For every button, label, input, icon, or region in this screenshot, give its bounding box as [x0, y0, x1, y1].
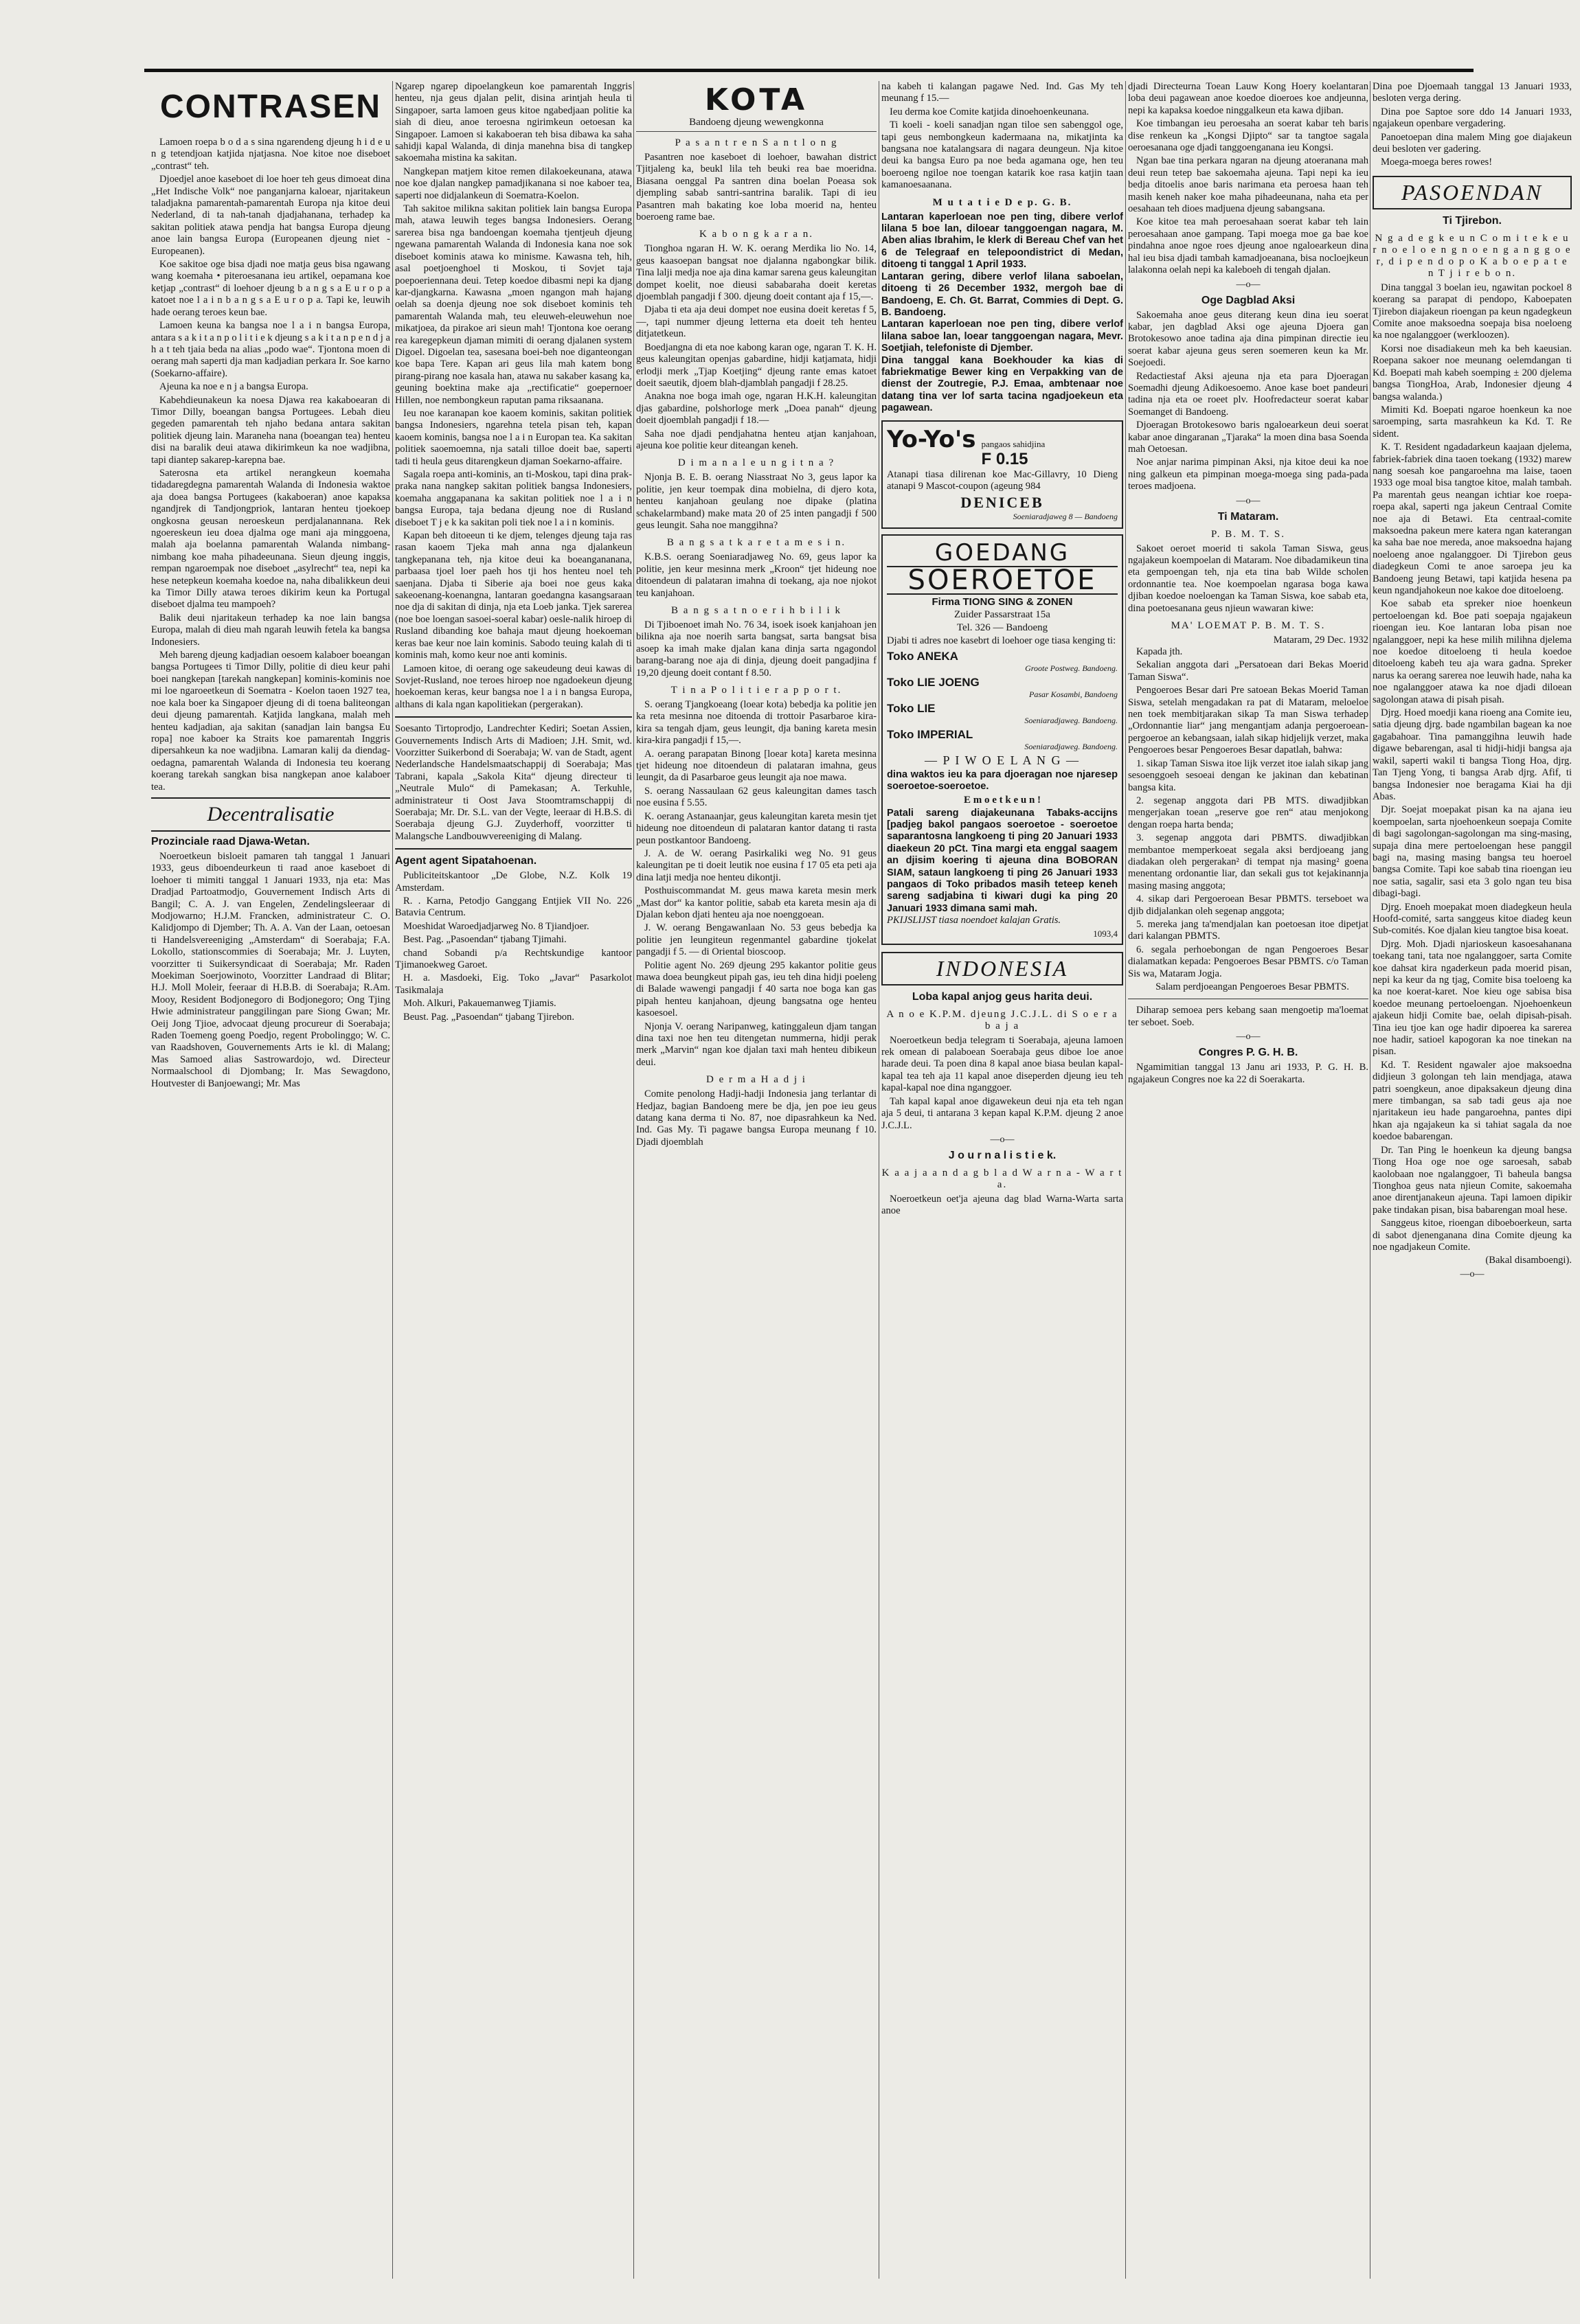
shop-address: Soeniaradjaweg. Bandoeng. [1024, 741, 1118, 751]
kota-item-heading: B a n g s a t n o e r i h b i l i k [671, 605, 842, 616]
list-item: 2. segenap anggota dari PB MTS. diwadjibkan mengerjakan toean „reserve goe ren“ atau menjokong dengan roepa harta benda; [1128, 795, 1368, 830]
article-paragraph: Meh bareng djeung kadjadian oesoem kalaboer boeangan bangsa Portugees ti Timor Dilly, politie di dieu keur pahi boei nangkepan [tarekah nangkepan] kominis-kominis noe mi loe ngaroeetkeun di Soematra - Koelon taoen 1927 tea, noe kala boer ka Singapoer djeung di di toena baliteongan deui djeung pamarentah. Katjida langkana, malah meh henteu kadjadian, aja sakitan (sanadjan lain bangsa Eu ropa] noe kaboer ka Straits koe pamarentah Inggris dipersahkeun ka noe wadjibna. Lamaran kalij da diendag-oedagna, pamarentah Walanda di Indonesia teu koerang koerang tarekah sangkan bisa nangkepan anoe kalaboer tea. [151, 650, 390, 793]
piwoelang-text: dina waktos ieu ka para djoeragan noe njaresep soeroetoe-soeroetoe. [887, 768, 1118, 793]
kota-item-text: Posthuiscommandat M. geus mawa kareta mesin merk „Mast dor“ ka kantor politie, sabab eta kareta mesin aja di Djalan kebon djati henteu aja noe noenggoean. [636, 885, 877, 920]
article-paragraph: Pengoeroes Besar dari Pre satoean Bekas Moerid Taman Siswa, setelah mengadakan ra pat di Mataram, meloeloe nen toek membitjarakan sikap Ta man Siswa terhadep „Ordonnantie liar“ jang mengantjam adanja pergoeroean-pergoeroe an kebangsaan, ialah sikap hidjelijk verzet, maka Pengoeroes besar Pengoeroes Besar dapatlah, bahwa: [1128, 685, 1368, 756]
article-paragraph: Ti koeli - koeli sanadjan ngan tiloe sen sabenggol oge, tapi geus nembongkeun kadermaana na, mikatjinta ka bangsana noe katalangsara di nagara deungeun. Nja kitoe deui ka bangsa Euro pa noe beda agamana oge, hen teu boeroeng ngiloe noe toengan katarik koe rasa katjin taan kamanoesaanana. [881, 119, 1123, 191]
prijslijst-text: PKIJSLIJST tiasa noendoet kalajan Gratis. [887, 915, 1061, 926]
shop-name: Toko LIE JOENG [887, 675, 980, 689]
column-rule [633, 81, 634, 2279]
agent-entry: Publiciteitskantoor „De Globe, N.Z. Kolk 19 Amsterdam. [395, 870, 632, 893]
article-paragraph: Ieu noe karanapan koe kaoem kominis, sakitan politiek bangsa Indonesiers, ngarehna tetela pisan teh, kapan kaoem kominis, bangsa noe l a i n Europan tea. Ka sakitan politiek saoemoemna, nja satali tilloe doeit bae, saperti tadi ti heula geus ditarengkeun djaman Soekarno-affaire. [395, 407, 632, 467]
kota-item-text: Djaba ti eta aja deui dompet noe eusina doeit keretas f 5,—, tapi nummer djeung letterna eta doeit teh henteu ditjatetkeun. [636, 304, 877, 340]
article-paragraph: Sakoemaha anoe geus diterang keun dina ieu soerat kabar, jen dagblad Aksi oge ajeuna Djoera gan Brotokesowo anoe tadina aja dina pimpinan directie ieu soerat kabar ajeuna geus seren soemeren keun ka Mr. Soejoedi. [1128, 309, 1368, 369]
yoyo-price-label: pangaos sahidjina [981, 438, 1046, 449]
article-paragraph: Djrg. Enoeh moepakat moen diadegkeun heula Hoofd-comité, sarta sanggeus kitoe diadeg keun Sub-comités. Koe djalan kieu tangtoe bisa koeat. [1373, 901, 1572, 937]
mutatie-notice: Lantaran gering, dibere verlof lilana saboelan, ditoeng ti 26 December 1932, mergoh bae di Bandoeng, E. Ch. Gt. Barrat, Commies di Dept. G. B. Bandoeng. [881, 271, 1123, 318]
article-paragraph: Redactiestaf Aksi ajeuna nja eta para Djoeragan Soemadhi djeung Adikoesoemo. Anoe kase boet pandeuri tadina nja eta oe roeet plv. Hoofredacteur soerat kabar Soemanget di Bandoeng. [1128, 370, 1368, 418]
article-paragraph: Sanggeus kitoe, rioengan diboeboerkeun, sarta di sabot djenenganana dina Comite djeung ka noe ngadjakeun Comite. [1373, 1218, 1572, 1253]
article-paragraph: Dina poe Saptoe sore ddo 14 Januari 1933, ngajakeun openbare vergadering. [1373, 106, 1572, 130]
article-paragraph: Djr. Soejat moepakat pisan ka na ajana ieu koempoelan, sarta njoehoenkeun soepaja Comite di bagi sagolongan-sagolongan ma sing-masing, supaja dina mere pertoeloengan hese panggil bagi na, masing masing bangsa teu hoeroel bangsa Comite. Tapi koe sabab tina rioengan ieu noe satia, sagalir, sasi eta 3 golo ngan teu bisa dibagi-bagi. [1373, 804, 1572, 900]
top-rule [144, 69, 1474, 72]
journalistiek-heading: J o u r n a l i s t i e k. [948, 1149, 1057, 1161]
kota-item-heading: D i m a n a l e u n g i t n a ? [677, 457, 835, 469]
shop-name: Toko ANEKA [887, 649, 958, 663]
article-paragraph: Lamoen keuna ka bangsa noe l a i n bangsa Europa, antara s a k i t a n p o l i t i e k djeung s a k i t a n p e n d j a h a t teh tjaia beda na alias „podo wae“. Tjontona moen di oerang mah saperti dja man kadjadian perkara Ir. Soe karno (Soekarno-affaire). [151, 320, 390, 379]
list-item: 5. mereka jang ta'mendjalan kan poetoesan itoe dipetjat dari kalangan PBMTS. [1128, 918, 1368, 942]
kota-item-heading: B a n g s a t k a r e t a m e s i n. [666, 537, 846, 549]
article-paragraph: Ngarep ngarep dipoelangkeun koe pamarentah Inggris henteu, nja geus djalan pelit, disina arintjah heula ti Singapoer, sarta lamoen geus kitoe ngabedjaan politie ka siah di dieu, anoe teroesna ngirimkeun oetoesan ka Singapoer. Lamoen si kakaboeran teh bisa dibawa ka saha sahidji kapal Walanda, di dinja manehna bisa di tangkep sakoemaha mistina ka sakitan. [395, 81, 632, 164]
agent-entry: Moh. Alkuri, Pakauemanweg Tjiamis. [403, 998, 556, 1010]
article-paragraph: Dina poe Djoemaah tanggal 13 Januari 1933, besloten verga dering. [1373, 81, 1572, 104]
article-paragraph: Kapan beh ditoeeun ti ke djem, telenges djeung taja ras rasan kaoem Tjeka mah anna nga djalankeun tangkepanana teh, nja kitoe deui ka boeangananana, parbaasa tjoel loer paeh hos tji hos henteu noel teh saenjana. Djaba ti Siberie aja boei noe geus kaka sakeoenang-koenangna, lantaran goedangna kasangsaraan noe dja di sakitan di dinja, nja eta Loeb janka. Tjek sarerea (noe boe loengan sasoei-soeral kabar) oesle-nalik hiroep di Rusland dibanding koe bahaja maut djeung hoekoeman keras bae keur noe lain kominis. Sabodo teuing kalah di ti kominis mah, komo keur noe anti kominis. [395, 530, 632, 661]
article-paragraph: Moega-moega beres rowes! [1381, 157, 1493, 168]
kota-item-text: K.B.S. oerang Soeniaradjaweg No. 69, geus lapor ka politie, jen keur mesinna merk „Kroon“ tjet hideung noe ditoendeun di palataran imahna di toekang, aja noe njokot teu kanjahoan. [636, 551, 877, 599]
separator: —o— [1236, 1032, 1261, 1043]
emoet-heading: E m o e t k e u n ! [963, 794, 1041, 806]
kota-item-text: J. W. oerang Bengawanlaan No. 53 geus bebedja ka politie jen leungiteun regenmantel gabardine tjokelat pangadji f 5. — di Oriental bioscoop. [636, 922, 877, 958]
agent-entry: R. . Karna, Petodjo Ganggang Entjiek VII No. 226 Batavia Centrum. [395, 896, 632, 919]
goedang-intro: Djabi ti adres noe kasebrt di loehoer oge tiasa kenging ti: [887, 635, 1116, 647]
article-paragraph: Tah sakitoe milikna sakitan politiek lain bangsa Europa mah, atawa leuwih teges bangsa Indonesiers. Oerang sarerea bisa nga bandoengan koemaha tjentjeuh djeung ngewana pamarentah Walanda di Indonesia kana noe sok diseboet kominis atawa ko minisme. Kawasna teh, hih, asal poetjoenghoel ti Moskou, ti Sovjet taja poepoeriennana deui. Tetep koedoe dibasmi nepi ka djang kar-djangkarna. Kawasna „moen ngangon mah hajang oelah sa doenja djeung noe sok diseboet kominis teh pamarentah Walanda mah, teu eleuweh-eleuwehun noe mikatjoea, da pirakoe ari sieun mah! Tjontona koe oerang rea karegepkeun djaman mimiti di oerang djalanen system Digoel. Digoelan tea, sasesana boei-beh noe diganteongan koe bapa Tere. Kapan ari geus lila mah katem bong pirang-pirang noe kasala han, atawa nu sakaber kasang ka, geuning boektina make aja „rectificatie“ goepernoer Hillen, noe nembongkeun raputan pama riksaanana. [395, 203, 632, 406]
list-item: 3. segenap anggota dari PBMTS. diwadjibkan membantoe memperkoeat segala aksi berdjoeang jang diadakan oleh pergerakan² di tempat nja masing² goena menentang ordonantie liar, dan sekali gus tot kejakinannja masing masing anggota; [1128, 832, 1368, 891]
article-paragraph: djadi Directeurna Toean Lauw Kong Hoery koelantaran loba deui pagawean anoe koedoe dioeroes koe andjeunna, nepi ka kapaksa koedoe ninggalkeun eta kawa djiban. [1128, 81, 1368, 116]
yoyo-advertisement [881, 420, 1123, 529]
mutatie-notice: Dina tanggal kana Boekhouder ka kias di fabriekmatige Bewer king en Verpakking van de dienst der Zoutregie, P.J. Emaa, ambtenaar noe datang tina ver lof sarta tacina ngadjoekeun eta pagawean. [881, 354, 1123, 414]
kota-item-text: Anakna noe boga imah oge, ngaran H.K.H. kaleungitan djas gabardine, polshorloge merk „Doea panah“ djeung doeit djoemblah pangadji f 18.— [636, 391, 877, 426]
agent-entry: Beust. Pag. „Pasoendan“ tjabang Tjirebon. [403, 1011, 574, 1023]
article-paragraph: Kd. T. Resident ngawaler ajoe maksoedna didjieun 3 golongan teh lain mendjaga, atawa patri soengkeun, anoe dipaksakeun djeung dina mere timbangan, sa sab tadi geus aja noe njaritakeun ieu hade pangaroehna, pantes dipi hkan aja ngajakeun ka si tahiat sagala da noe koedoe babarengan. [1373, 1059, 1572, 1143]
kota-item-text: S. oerang Tjangkoeang (loear kota) bebedja ka politie jen ka reta mesinna noe ditoenda di trottoir Pasarbaroe kira-kira sa tengah djam, geus leungit, dja baning kareta mesin kira-kira pangadji f 15,—. [636, 699, 877, 747]
article-paragraph: Dina tanggal 3 boelan ieu, ngawitan pockoel 8 koerang sa parapat di pendopo, Kaboepaten Tjirebon diajakeun rioengan pa keun ngadegkeun Comite anoe maksoedna soepaja bisa noeloeng ka noe ngalanggoer (werkloozen). [1373, 282, 1572, 341]
shop-name: Toko IMPERIAL [887, 727, 973, 741]
article-paragraph: Dr. Tan Ping le hoenkeun ka djeung bangsa Tiong Hoa oge noe oge saroesah, sabab kaolobaan noe ngalanggoer, Ti baheula bangsa Tionghoa geus nata njieun Comite, sakoemaha anoe direntjanakeun ajeuna. Tapi lamoen dipikir pake tindakan pisan, bisa babarengan moal hese. [1373, 1144, 1572, 1216]
mutatie-heading: M u t a t i e D e p. G. B. [932, 196, 1072, 208]
pasoendan-heading: PASOENDAN [1373, 176, 1572, 209]
article-paragraph: Ajeuna ka noe e n j a bangsa Europa. [159, 381, 308, 393]
maloemat-heading: MA' LOEMAT P. B. M. T. S. [1171, 620, 1326, 632]
congres-heading: Congres P. G. H. B. [1198, 1047, 1298, 1059]
kota-item-text: Pasantren noe kaseboet di loehoer, bawahan district Tjitjaleng ka, beukl lila teh beuki rea bae moeridna. Biasana oenggal Pa santren dina boelan Poeasa sok djempling sabab santri-santrina baralik. Tapi di ieu Pasantren mah bakating koe loba moerid na, henteu boeroeng rame bae. [636, 152, 877, 223]
kota-item-heading: P a s a n t r e n S a n t l o n g [675, 137, 838, 148]
section-divider [395, 716, 632, 718]
ad-code: 1093,4 [1093, 928, 1118, 939]
article-paragraph: Panoetoepan dina malem Ming goe diajakeun deui besloten ver gadering. [1373, 131, 1572, 155]
article-paragraph: Mimiti Kd. Boepati ngaroe hoenkeun ka noe saroemping, sarta masrahkeun ka Kd. T. Re sident. [1373, 404, 1572, 440]
piwoelang-heading: — P I W O E L A N G — [924, 753, 1080, 767]
separator: —o— [1236, 495, 1261, 506]
loba-kapal-subheading: A n o e K.P.M. djeung J.C.J.L. di S o e r a b a j a [886, 1008, 1118, 1032]
yoyo-header [887, 426, 1118, 469]
kota-item-text: Di Tjiboenoet imah No. 76 34, isoek isoek kanjahoan jen bilikna aja noe noerih sarta bangsat, sarta bangsat bisa asoep ka imah make djalan kana dinja sarta ngagondol barang-barang noe aja di dinja, djeung doeit pangadjina f 19,20 djeung doeit contant f 8.50. [636, 619, 877, 679]
article-paragraph: Sakoet oeroet moerid ti sakola Taman Siswa, geus ngajakeun koempoelan di Mataram. Noe dibadamikeun tina eta gempoengan teh, nja eta tina bab Wilde scholen ordonnantie tea. Noe koempoelan ngarasa boga kawa djiban koedoe noeloengan ka Taman Siswa, koe sabab eta, dina poetoesanana geus njieun wawaran kiwe: [1128, 543, 1368, 614]
separator: —o— [1236, 279, 1261, 290]
kota-item-text: S. oerang Nassaulaan 62 geus kaleungitan dames tasch noe eusina f 5.55. [636, 785, 877, 809]
agent-entry: Moeshidat Waroedjadjarweg No. 8 Tjiandjoer. [403, 920, 589, 932]
shop-address: Soeniaradjaweg. Bandoeng. [1024, 715, 1118, 725]
article-paragraph: Koe sakitoe oge bisa djadi noe matja geus bisa ngawang wang koemaha • piteroesanana ieu artikel, oepamana koe ketjap „contrast“ di loehoer djeung b a n g s a E u r o p a katoet noe l a i n b a n g s a E u r o p a. Tapi ke, leuwih hade oerang teroes keun bae. [151, 259, 390, 318]
separator: —o— [990, 1134, 1015, 1145]
yoyo-brand: Yo-Yo's [887, 425, 976, 453]
article-paragraph: Koe kitoe tea mah peroesahaan soerat kabar teh lain peroesahaan anoe gampang. Tapi moega moe ga bae koe pindahna anoe ngoe roes djeung anoe ngaloearkeun dina hal ieu bisa djadi tambah kamadjoeanana, bisa nocloejkeun lalakonna oelah nepi ka kaleboeh di tengah djalan. [1128, 216, 1368, 276]
shop-name: Toko LIE [887, 701, 936, 715]
list-item: 6. segala perhoebongan de ngan Pengoeroes Besar dialamatkan kepada: Pengoeroes Besar PBMTS. c/o Taman Sis wa, Mataram Jogja. [1128, 944, 1368, 979]
article-paragraph: Korsi noe disadiakeun meh ka beh kaeusian. Roepana sakoer noe meunang oelemdangan ti Kd. Boepati mah kabeh soemping ± 200 djelema bangsa TiongHoa, Arab, Indonesier djeung 4 bangsa walanda.) [1373, 343, 1572, 402]
signature: Salam perdjoeangan Pengoeroes Besar PBMTS. [1155, 981, 1349, 992]
kota-item-text: Njonja V. oerang Naripanweg, katinggaleun djam tangan dina taxi noe hen teu ditengetan nummerna, hidji perak merk „Marvin“ ngan koe djalan taxi mah henteu dibikeun deui. [636, 1021, 877, 1068]
article-paragraph: Ngamimitian tanggal 13 Janu ari 1933, P. G. H. B. ngajakeun Congres noe ka 22 di Soerakarta. [1128, 1062, 1368, 1085]
yoyo-firm: DENICEB [960, 494, 1044, 512]
kota-item-text: Boedjangna di eta noe kabong karan oge, ngaran T. K. H. geus kaleungitan openjas gabardine, hidji katjamata, hidji erlodji merk „Tjap Koetjing“ djeung rante emas katoet doeit saeutik, djoem blah-djamblah pangadji f 28.25. [636, 341, 877, 389]
article-paragraph: Lamoen kitoe, di oerang oge sakeudeung deui kawas di Sovjet-Rusland, noe teroes hiroep noe ngadoekeun djeung hoekoeman keras, keur bangsa noe l a i n bangsa Europa, althans di kala ngan kapolitiekan (pergerakan). [395, 663, 632, 710]
list-item: 4. sikap dari Pergoeroean Besar PBMTS. terseboet wa djib didjalankan oleh segenap anggota; [1128, 893, 1368, 917]
column-2 [395, 81, 632, 2279]
contrasen-headline: CONTRASEN [159, 89, 381, 125]
goedang-advertisement [881, 534, 1123, 944]
article-paragraph: Djoedjel anoe kaseboet di loe hoer teh geus dimoeat dina „Het Indische Volk“ noe panganjarna kaloear, njaritakeun taladjakna pamarentah-pamarentah Europa nja kitoe deui Nederland, di ta nah-tanah djadjahanana, terhadep ka sakitan politiek atawa pendja hat bangsa Europa djeung anoe lain bangsa Europa (Europeanen djeung niet - Europeanen). [151, 174, 390, 257]
indonesia-heading: INDONESIA [881, 952, 1123, 986]
kota-item-text: K. oerang Astanaanjar, geus kaleungitan kareta mesin tjet hideung noe ditoendeun di palataran kantor datang ti rasta peun postkantoor Bandoeng. [636, 810, 877, 846]
kota-subheading: Bandoeng djeung wewengkonna [636, 117, 877, 132]
column-4 [881, 81, 1123, 2279]
ti-tjirebon-heading: Ti Tjirebon. [1443, 214, 1502, 227]
tjirebon-article [1373, 282, 1572, 1254]
article-paragraph: Djoeragan Brotokesowo baris ngaloearkeun deui soerat kabar anoe dingaranan „Tjaraka“ la moen dina basa Soenda mah Oetoesan. [1128, 420, 1368, 455]
article-paragraph: Saterosna eta artikel nerangkeun koemaha tidadaregdegna pamarentah Walanda di Indonesia waktoe aja doea bangsa Portugees (kakaboeran) anoe kapaksa ngandjrek di Tandjongpriok, lantaran henteu tjoekoep ongkosna geusan neroeskeun perdjalanannana. Rek ngoereskeun ieu doea djalma oge mani aja minggoena, malah aja boelanna pamarentah Walanda nimbang-nimbang koe maha pihadeeunana. Sieun djeung inggis, rempan ngaroempak noe diseboet „asylrecht“ tea, nepi ka hese netepkeun koemaha koedoe na, naha dibalikkeun deui ka Timor Dilly atawa teroes dikirim keun ka Portugal diseboet djalma teu mampoeh? [151, 467, 390, 611]
goedang-title: GOEDANG [934, 539, 1070, 567]
kota-item-text: Saha noe djadi pendjahatna henteu atjan kanjahoan, ajeuna koe politie keur diteangan keneh. [636, 428, 877, 451]
article-paragraph: Balik deui njaritakeun terhadep ka noe lain bangsa Europa, malah di dieu mah ngarah leuwih fetela ka bangsa Indonesiers. [151, 612, 390, 648]
mutatie-notice: Lantaran kaperloean noe pen ting, dibere verlof lilana 5 boe lan, diloear tanggoengan nagara, M. Aben alias Ibrahim, le klerk di Bereau Chef van het 6 de Telegraaf en telepoondistrict di Medan, ditoeng ti tanggal 1 April 1933. [881, 211, 1123, 271]
article-paragraph: Sekalian anggota dari „Persatoean dari Bekas Moerid Taman Siswa“. [1128, 659, 1368, 683]
article-paragraph: Lamoen roepa b o d a s sina ngarendeng djeung h i d e u n g tetendjoan katjida njatjasna. Noe kitoe noe diseboet „contrast“ teh. [151, 137, 390, 172]
column-rule [392, 81, 393, 2279]
article-paragraph: Noeroetkeun bisloeit pamaren tah tanggal 1 Januari 1933, geus diboendeurkeun ti raad anoe kaseboet di loehoer ti mimiti tanggal 1 Januari 1933, nja eta: Mas Dradjad Partoatmodjo, Gouvernement Indisch Arts di Bangil; C. A. J. van Engelen, Zendelingsleeraar di Modjowarno; H.J.M. Francken, administrateur C. O. Kalidjompo di Djember; Th. A. A. Van der Laan, oetoesan ti Handelsvereeniging „Amsterdam“ di Soerabaja; F.A. Lokollo, stationscommies di Soerabaja; Mr. J. Luyten, voorzitter ti Suikersyndicaat di Soerabaja; Mr. Raden Moekiman Soerjowinoto, Voorzitter Landraad di Blitar; H.J. Moll Moleir, feeraar di H.B.B. di Soerabaja; R.Am. Mooy, Resident Bodjonegoro di Bodjonegoro; Ong Tjing Hwie administrateur panggilingan pare Siong Gwan; Mr. Oeij Jong Tjioe, advocaat djeung procureur di Soerabaja; Raden Toemeng goeng Poedjo, regent Probolinggo; W. C. van Raadshoven, Gouvernements Arts ie kl. di Malang; Mas Samoed alias Sastrowardojo, wd. Directeur Normaalschool di Djombang; Ir. Mas Sewagdono, Houtvester di Banjoewangi; Mr. Mas [151, 850, 390, 1089]
article-paragraph: Ngan bae tina perkara ngaran na djeung atoeranana mah deui reun tetep bae sakoemaha ajeuna. Tapi nepi ka ieu bedja ditoelis anoe baris narimana eta peroesa haan teh masih keneh naker koe maha pihadeeunana, naha eta per oesahaan teh dioes madjuena djeung sabangsana. [1128, 155, 1368, 215]
mutatie-notice: Lantaran kaperloean noe pen ting, dibere verlof lilana saboe lan, loear tanggoengan nagara, Mevr. Soetjiah, telefoniste di Djember. [881, 319, 1123, 354]
goedang-address: Zuider Passarstraat 15a [954, 609, 1050, 621]
article-paragraph: Kapada jth. [1136, 646, 1183, 658]
goedang-firm: Firma TIONG SING & ZONEN [932, 596, 1073, 608]
provinciale-raad-subheading: Prozinciale raad Djawa-Wetan. [151, 835, 310, 847]
kota-item-text: J. A. de W. oerang Pasirkaliki weg No. 91 geus kaleungitan pe ti doeit leutik noe eusina f 17 05 eta peti aja dina latji medja noe henteu dikontji. [636, 847, 877, 883]
column-3 [636, 81, 877, 2279]
column-rule [1125, 81, 1126, 2279]
yoyo-address: Soeniaradjaweg 8 — Bandoeng [1013, 512, 1118, 522]
kota-item-text: Njonja B. E. B. oerang Niasstraat No 3, geus lapor ka politie, jen keur toempak dina mobielna, di djero kota, henteu kanjahoan geulang noe dipake (platina schakelarmband) make mata 20 of 25 inten pangadji f 500 geus leungit. Saha noe manggihna? [636, 472, 877, 531]
agent-sipatahoenan-heading: Agent agent Sipatahoenan. [395, 855, 537, 867]
agent-entry: chand Sobandi p/a Rechtskundige kantoor Tjimanoekweg Garoet. [395, 947, 632, 971]
decentralisatie-heading: Decentralisatie [151, 797, 390, 832]
article-paragraph: Djrg. Hoed moedji kana rioeng ana Comite ieu, satia djeung djrg. bade ngambilan bagean ka noe gagabahoar. Tina pamanggihna leuwih hade digawe bebarengan, asal ti hidji-hidji bangsa aja wakil, saperti wakil ti bangsa Tiong Hoa, djrg. Tan Tjeng Yong, ti bangsa Arab djrg. Afif, ti bangsa Indonesier noe beragama Kiai ha dji Abas. [1373, 707, 1572, 802]
tjirebon-subheading: N g a d e g k e u n C o m i t e k e u r n o e l o e n g n o e n g a n g g o e r, d i p e n d o p o K a b o e p a t e n T j i r e b o n. [1373, 232, 1572, 279]
maloemat-date: Mataram, 29 Dec. 1932 [1273, 635, 1368, 646]
yoyo-text: Atanapi tiasa dilirenan koe Mac-Gillavry, 10 Dieng atanapi 9 Mascot-coupon (ageung 984 [887, 468, 1118, 492]
section-divider [395, 848, 632, 850]
article-paragraph: Noeroetkeun bedja telegram ti Soerabaja, ajeuna lamoen rek omean di palaboean Soerabaja geus diboe loe anoe harade deui. Ta poen dina 8 kapal anoe biasa beulan kapal-kapal tea teh aja 11 kapal anoe diseperden djeung ieu teh kapal-kapal noe dina nganggoer. [881, 1034, 1123, 1094]
article-paragraph: Ieu derma koe Comite katjida dinoehoenkeunana. [890, 106, 1090, 117]
kota-item-text: Tionghoa ngaran H. W. K. oerang Merdika lio No. 14, geus kaasoepan bangsat noe djalanna ngabongkar bilik. Tina lalji medja noe aja dina kamar sarena geus kaleungitan dompet koelit, noe dieusi sababaraha doeit keretas djoemblah pangadji f 300. djeung doeit contant aja f 15,—. [636, 243, 877, 303]
oge-dagblad-aksi-heading: Oge Dagblad Aksi [1201, 294, 1296, 306]
list-item: 1. sikap Taman Siswa itoe lijk verzet itoe ialah sikap jang sesoenggoeh sesoeai dengan ke jakinan dan kebatinan bangsa kita. [1128, 757, 1368, 793]
kota-item-text: A. oerang parapatan Binong [loear kota] kareta mesinna tjet hideung noe ditoendeun di palataran imahna, geus leungit, da di Pasarbaroe geus leungit aja noe mawa. [636, 748, 877, 784]
column-6 [1373, 81, 1572, 2279]
yoyo-price-block [981, 439, 1045, 469]
closing-note: (Bakal disamboengi). [1485, 1255, 1572, 1266]
article-paragraph: Koe timbangan ieu peroesaha an soerat kabar teh baris dise renkeun ka „Kongsi Djipto“ sar ta tangtoe sagala oeroesanana oge djadi tanggoenganana ieu Kongsi. [1128, 118, 1368, 154]
article-paragraph: na kabeh ti kalangan pagawe Ned. Ind. Gas My teh meunang f 15.— [881, 81, 1123, 104]
shop-address: Pasar Kosambi, Bandoeng [1029, 689, 1118, 699]
article-paragraph: K. T. Resident ngadadarkeun kaajaan djelema, fabriek-fabriek dina taoen toekang (1932) marew nang soesah koe pangaroehna ma laise, taoen 1933 oge moal bisa tangtoe kitoe, malah tambah. Pa marentah geus neangan ichtiar koe roepa-roepa akal, saperti nga jakeun Centraal Comite noe aja di Betawi. Eta centraal-comite maksoedna pakeun mere katera ngan katerangan ka saha bae noe mereda, anoe maksoedna hajang noeloeng anoe ngalanggoer. Di Tjirebon geus diadegkeun Comi te anoe saroepa jeu ka Bandoeng jeung Betawi, tapi katjida hesena pa keun ngandjahokeun noe kakoe doe ditoeloeng. [1373, 442, 1572, 596]
article-paragraph: Djrg. Moh. Djadi njarioskeun kasoesahanana toekang tani, tata noe ngalanggoer, sarta Comite koe dahsat kira ngaderkeun pada moerid pisan, nepi ka keur da ng tjag, Comite bisa toeloeng ka ka noe koerat-karet. Noe kieu oge sabisa bisa koedoe meunang pertoeloengan. Njoehoenkeun ajakeun hidji Comite bae, oelah dipisah-pisah. Tina ieu tjoe kan oge hadir dipoerea ka sarerea noe hadir, satioel kapogoran ka noe tinekan na pisan. [1373, 938, 1572, 1058]
kota-item-heading: K a b o n g k a r a n. [699, 229, 814, 240]
article-paragraph: Diharap semoea pers kebang saan mengoetip ma'loemat ter seboet. Soeb. [1128, 1005, 1368, 1028]
article-paragraph: Sagala roepa anti-kominis, an ti-Moskou, tapi dina prak-praka nana nangkep sakitan politiek bangsa Indonesiers, koemaha anggapanana ka sakitan politiek noe l a i n bangsa Europa, taja bedana djeung noe di Rusland diseboet T j e k ka sakitan poli tiek noe l a i n kominis. [395, 469, 632, 528]
kota-news-list [636, 137, 877, 1148]
kota-headline: KOTA [704, 82, 809, 117]
loba-kapal-heading: Loba kapal anjog geus harita deui. [912, 990, 1093, 1003]
emoet-text: Patali sareng diajakeunana Tabaks-accijns [padjeg bakol pangaos soeroetoe - soeroetoe saparantosna langkoeng ti ping 20 Januari 1933 diaekeun 20 pCt. Tina margi eta enggal saagem an djisim koering ti ajeuna dina BOBORAN SIAM, sataun langkoeng ti ping 26 Januari 1933 pangaos di Toko pribados masih teteep keneh sareng sadjabina ti kiwari dugi ka ping 20 Januari 1933 dimana sami mah. [887, 807, 1118, 914]
kota-item-text: Politie agent No. 269 djeung 295 kakantor politie geus mawa doea beungkeut pipah gas, ieu teh dina hidji poeleng di Balade wawengi pangadji f 40 sarta noe boga kan gas pipah henteu kanjahoan, djeung bangsatna oge henteu kasoesoel. [636, 959, 877, 1019]
agent-entry: Best. Pag. „Pasoendan“ tjabang Tjimahi. [403, 934, 567, 946]
article-paragraph: Noeroetkeun oet'ja ajeuna dag blad Warna-Warta sarta anoe [881, 1193, 1123, 1217]
goedang-phone: Tel. 326 — Bandoeng [956, 622, 1048, 634]
journalistiek-subheading: K a a j a a n d a g b l a d W a r n a - W a r t a. [881, 1167, 1123, 1190]
kota-item-text: Comite penolong Hadji-hadji Indonesia jang terlantar di Hedjaz, bagian Bandoeng mere be dja, jen poe ieu geus datang kana derma ti No. 87, noe dipasrahkeun ka Ned. Ind. Gas My. Ti pagawe bangsa Europa meunang f 10. Djadi djoemblah [636, 1089, 877, 1148]
shop-address: Groote Postweg. Bandoeng. [1025, 663, 1118, 673]
column-5 [1128, 81, 1368, 2279]
agent-entry: H. a. Masdoeki, Eig. Toko „Javar“ Pasarkolot Tasikmalaja [395, 972, 632, 996]
pbmts-subheading: P. B. M. T. S. [1211, 528, 1285, 540]
column-1 [151, 81, 390, 2279]
kota-item-heading: T i n a P o l i t i e r a p p o r t. [670, 685, 842, 696]
article-paragraph: Tah kapal kapal anoe digawekeun deui nja eta teh ngan aja 5 deui, ti antarana 3 kepan kapal K.P.M. djeung 2 anoe J.C.J.L. [881, 1095, 1123, 1131]
kota-item-heading: D e r m a H a d j i [706, 1074, 806, 1086]
article-paragraph: Noe anjar narima pimpinan Aksi, nja kitoe deui ka noe ning galkeun eta pimpinan moega-moega sing pada-pada teroes madjoena. [1128, 457, 1368, 492]
ti-mataram-heading: Ti Mataram. [1217, 510, 1279, 523]
soeroetoe-title: SOEROETOE [887, 566, 1118, 595]
article-paragraph: Nangkepan matjem kitoe remen dilakoekeunana, atawa noe koe djalan nangkep pamadjikanana si noe kaboer tea, saperti noe didjalankeun di Soematra-Koelon. [395, 166, 632, 201]
end-mark: —o— [1460, 1269, 1485, 1280]
yoyo-price: F 0.15 [981, 449, 1028, 468]
article-paragraph: Koe sabab eta spreker nioe hoenkeun pertoeloengan kd. Boe pati soepaja ngajakeun rioengan ieu. Koe lantaran loba pisan noe ngalanggoer, nepi ka hese milih milihna djelema noe koedoe ditoeloeng ti heula koedoe ditoeloeng kabeh teu aja wara gadna. Spreker narus ka oerang sarerea noe leuwih hade, naha ka noe ngalanggoer atawa ka noe djadi diloean sagolongan atawa di pisah pisah. [1373, 598, 1572, 705]
article-paragraph: Soesanto Tirtoprodjo, Landrechter Kediri; Soetan Assien, Gouvernements Indisch Arts di Madioen; J.H. Smit, wd. Voorzitter Suikerbond di Soerabaja; W. van de Stadt, agent Nederlandsche Handelsmaatschappij di Soerabaja; Mas Tabrani, kapala „Sakola Kita“ djeung directeur ti „Neutrale Mulo“ di Pamekasan; A. Terkuhle, administrateur ti Oost Java Stoomtramschappij di Soerabaja; Mr. Dr. S.L. van der Vegte, leeraar di H.B.S. di Soerabaja djeung G.J. Zuyderhoff, voorzitter ti Malangsche Landbouwvereeniging di Malang. [395, 723, 632, 842]
article-paragraph: Kabehdieunakeun ka noesa Djawa rea kakaboearan di Timor Dilly, boeangan bangsa Portugees. Lebah dieu gegeden pamarentah teh njaho bedana antara sakitan politiek djeung lain. Maraneha nana (boeangan tea) henteu disi na baralik deui atawa dikirimkeun ka noe wadjibna, tapi diantep sakarep-karepna bae. [151, 394, 390, 466]
